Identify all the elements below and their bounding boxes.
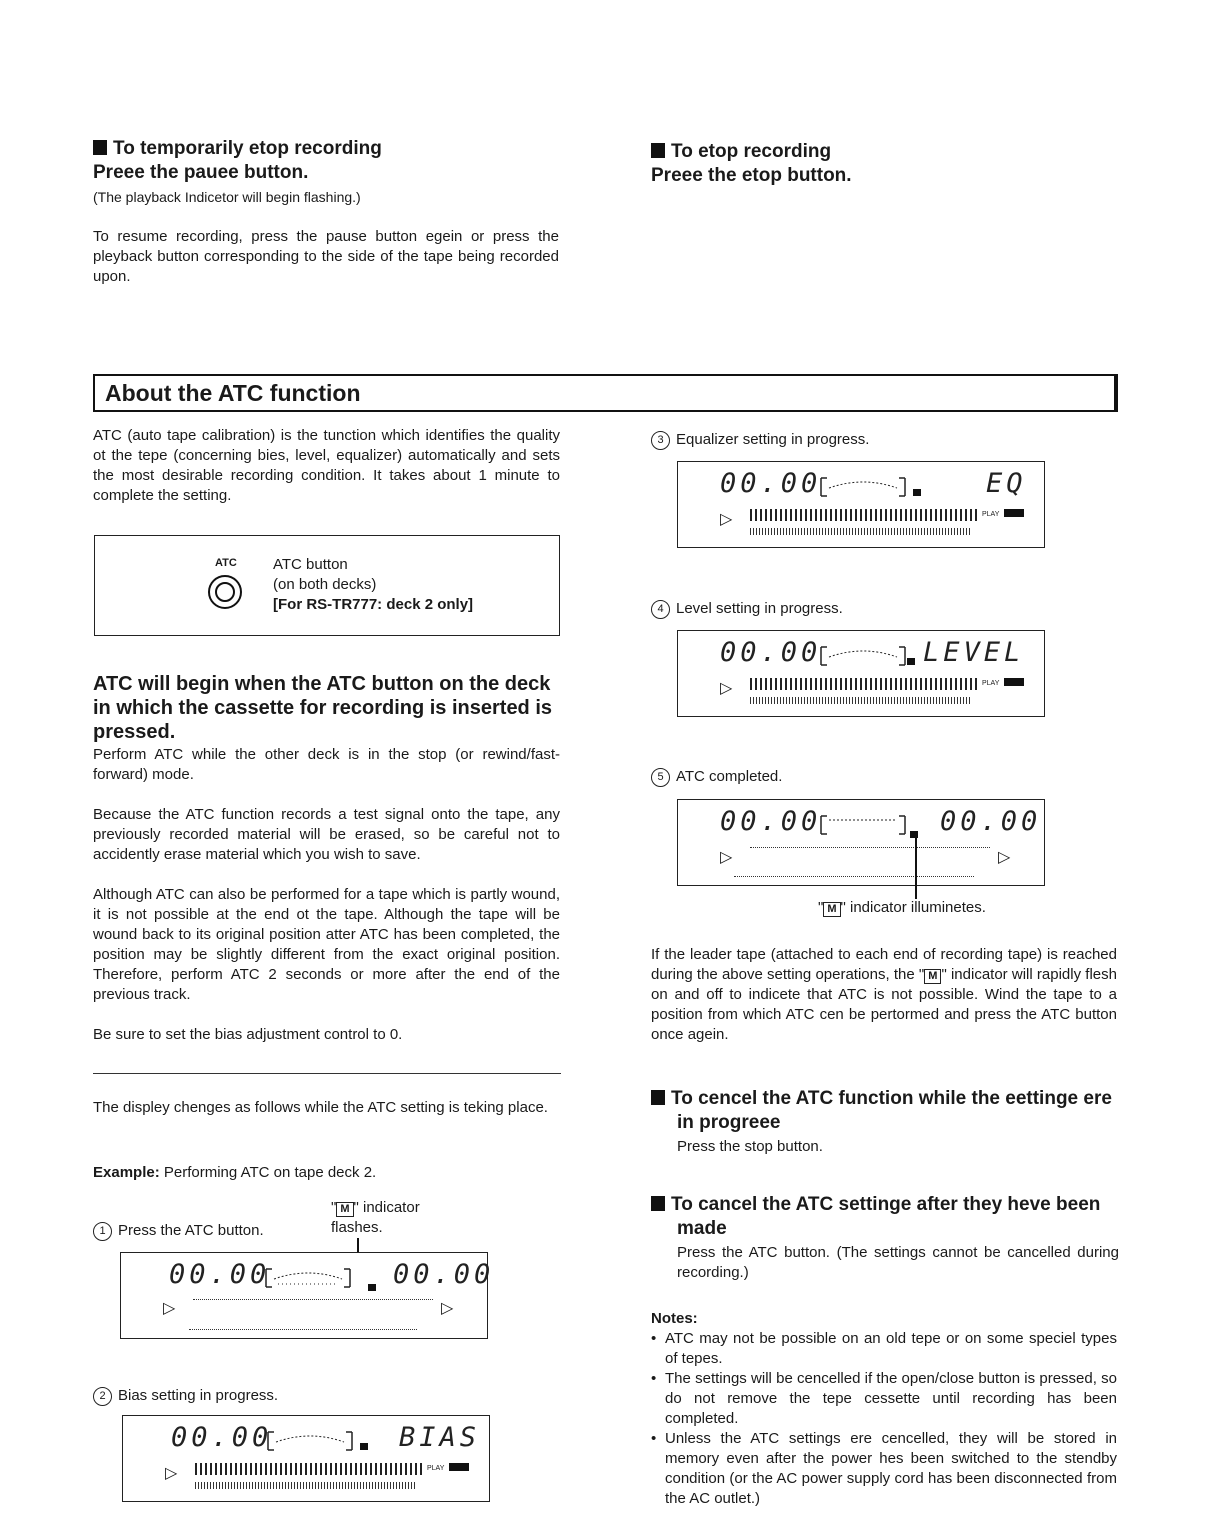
meter-scale-icon — [266, 1428, 354, 1454]
play-bar — [1004, 509, 1024, 517]
step-2-label: 2 Bias setting in progress. — [93, 1386, 278, 1406]
step-number: 4 — [651, 600, 670, 619]
meter-scale-icon — [819, 812, 907, 838]
note-item: • ATC may not be possible on an old tepe or on some speciel types of tepes. — [651, 1329, 1117, 1369]
notes-section — [651, 1309, 1117, 1509]
play-arrow-icon: ▷ — [720, 849, 733, 866]
display-mode-right: EQ — [986, 468, 1027, 499]
step-1-label: 1 Press the ATC button. — [93, 1221, 264, 1241]
temp-stop-section — [93, 137, 559, 287]
indicator-lit-callout: " M " indicator illuminetes. — [818, 899, 986, 916]
step-3-label: 3 Equalizer setting in progress. — [651, 430, 869, 450]
cancel-in-progress-section — [651, 1087, 1119, 1157]
play-bar — [1004, 678, 1024, 686]
bullet-square-icon — [651, 1090, 665, 1105]
meter-scale-icon — [819, 474, 907, 500]
stop-section — [651, 140, 1117, 188]
divider — [93, 1073, 561, 1074]
display-counter-left: 00.00 — [169, 1259, 271, 1290]
m-indicator-lamp — [913, 489, 921, 496]
cancel-after-heading: To cancel the ATC settinge after they heve been made — [651, 1193, 1119, 1241]
level-scale — [750, 847, 990, 848]
level-bars — [195, 1463, 425, 1475]
step-number: 3 — [651, 431, 670, 450]
m-indicator-icon: M — [336, 1202, 353, 1217]
level-bars — [750, 509, 980, 521]
leader-tape-para: If the leader tape (attached to each end of recording tape) is reached during the above setting operations, the " M " indicator will rapidly flesh on and off to indicete that ATC is not possible. Wind the tape to a position from which ATC cen be pertormed and press the ATC button once agein. — [651, 946, 1117, 1043]
atc-begin-section — [93, 672, 560, 1045]
atc-begin-p2: Because the ATC function records a test signal onto the tape, any previously recorded material will be erased, so be careful not to accidently erase material which you wish to save. — [93, 806, 560, 863]
atc-begin-p1: Perform ATC while the other deck is in the stop (or rewind/fast-forward) mode. — [93, 746, 560, 783]
level-dots — [734, 876, 974, 877]
play-label: PLAY — [982, 511, 1000, 518]
note-item: • Unless the ATC settings ere cencelled, they will be stored in memory even after the power hes been switched to the stendby condition (or the AC power supply cord has been disconnected from the AC outlet.) — [651, 1429, 1117, 1509]
step-number: 5 — [651, 768, 670, 787]
section-title-bar — [93, 374, 1118, 412]
play-arrow-icon: ▷ — [720, 680, 733, 697]
level-dots — [750, 528, 970, 535]
stop-heading: To etop recording — [651, 140, 1117, 164]
play-arrow-icon: ▷ — [163, 1300, 176, 1317]
temp-stop-subheading: Preee the pauee button. — [93, 162, 309, 183]
play-arrow-icon: ▷ — [720, 511, 733, 528]
stop-subheading: Preee the etop button. — [651, 165, 852, 186]
m-indicator-icon: M — [823, 902, 840, 917]
atc-button-icon — [207, 574, 243, 610]
display-counter-right: 00.00 — [940, 806, 1042, 837]
display-mode-right: LEVEL — [923, 637, 1025, 668]
display-counter-left: 00.00 — [720, 468, 822, 499]
cancel-in-progress-body: Press the stop button. — [677, 1138, 823, 1155]
display-step-2 — [122, 1415, 490, 1502]
display-step-3 — [677, 461, 1045, 548]
m-indicator-lamp — [360, 1443, 368, 1450]
atc-begin-p3: Although ATC can also be performed for a tape which is partly wound, it is not possible at the end ot the tape. Although the tape will be wound back to its original position atter ATC has been completed, the position may be slightly different from the exact original position. Therefore, perform ATC 2 seconds or more after the end of the previous track. — [93, 886, 560, 1003]
display-step-5 — [677, 799, 1045, 886]
atc-box-text — [273, 555, 543, 615]
callout-line — [915, 837, 917, 899]
display-counter-left: 00.00 — [720, 637, 822, 668]
play-arrow-right-icon: ▷ — [998, 849, 1011, 866]
level-dots — [189, 1329, 417, 1330]
indicator-flash-line1: " M " indicator — [331, 1199, 420, 1216]
step-5-label: 5 ATC completed. — [651, 767, 782, 787]
temp-stop-body: To resume recording, press the pause button egein or press the pleyback button corresponding to the side of the tape being recorded upon. — [93, 228, 559, 285]
bullet-square-icon — [93, 140, 107, 155]
atc-box-line1: ATC button — [273, 556, 348, 573]
notes-title: Notes: — [651, 1310, 698, 1327]
atc-box-line2: (on both decks) — [273, 576, 377, 593]
indicator-flash-callout — [331, 1198, 471, 1238]
example-line — [93, 1163, 376, 1183]
meter-scale-icon — [819, 643, 907, 669]
display-step-1 — [120, 1252, 495, 1339]
m-indicator-lamp — [907, 658, 915, 665]
temp-stop-heading: To temporarily etop recording — [93, 137, 559, 161]
indicator-flash-line2: flashes. — [331, 1219, 383, 1236]
atc-button-box — [94, 535, 560, 636]
play-label: PLAY — [982, 680, 1000, 687]
meter-scale-icon — [264, 1265, 352, 1291]
display-counter-left: 00.00 — [720, 806, 822, 837]
step-4-label: 4 Level setting in progress. — [651, 599, 843, 619]
temp-stop-note: (The playback Indicetor will begin flashing.) — [93, 189, 361, 205]
atc-box-line3: [For RS-TR777: deck 2 only] — [273, 596, 474, 613]
section-title: About the ATC function — [105, 380, 361, 406]
display-step-4 — [677, 630, 1045, 717]
atc-begin-p4: Be sure to set the bias adjustment control to 0. — [93, 1026, 403, 1043]
bullet-square-icon — [651, 1196, 665, 1211]
display-mode-right: BIAS — [399, 1422, 481, 1453]
cancel-after-body: Press the ATC button. (The settings cannot be cancelled during recording.) — [677, 1244, 1119, 1281]
play-arrow-right-icon: ▷ — [441, 1300, 454, 1317]
level-scale — [193, 1299, 433, 1304]
bullet-square-icon — [651, 143, 665, 158]
cancel-after-section — [651, 1193, 1119, 1283]
level-dots — [195, 1482, 415, 1489]
atc-begin-heading: ATC will begin when the ATC button on the deck in which the cassette for recording is inserted is pressed. — [93, 673, 553, 743]
cancel-in-progress-heading: To cencel the ATC function while the eettinge ere in progreee — [651, 1087, 1119, 1135]
play-bar — [449, 1463, 469, 1471]
step-number: 1 — [93, 1222, 112, 1241]
play-label: PLAY — [427, 1465, 445, 1472]
level-bars — [750, 678, 980, 690]
atc-icon-label: ATC — [215, 557, 237, 569]
play-arrow-icon: ▷ — [165, 1465, 178, 1482]
display-counter-right: 00.00 — [393, 1259, 495, 1290]
note-item: • The settings will be cencelled if the open/close button is pressed, so do not remove the tepe cessette until recording has been completed. — [651, 1369, 1117, 1429]
m-indicator-lamp — [368, 1284, 376, 1291]
step-number: 2 — [93, 1387, 112, 1406]
level-dots — [750, 697, 970, 704]
m-indicator-icon: M — [924, 969, 941, 984]
display-counter-left: 00.00 — [171, 1422, 273, 1453]
example-label: Example: — [93, 1164, 160, 1181]
atc-intro: ATC (auto tape calibration) is the tunction which identifies the quality ot the tepe (concerning bies, level, equalizer) automatically and sets the most desirable recording condition. It takes about 1 minute to complete the setting. — [93, 427, 560, 504]
display-intro: The displey chenges as follows while the ATC setting is teking place. — [93, 1099, 548, 1116]
example-text: Performing ATC on tape deck 2. — [163, 1164, 377, 1181]
